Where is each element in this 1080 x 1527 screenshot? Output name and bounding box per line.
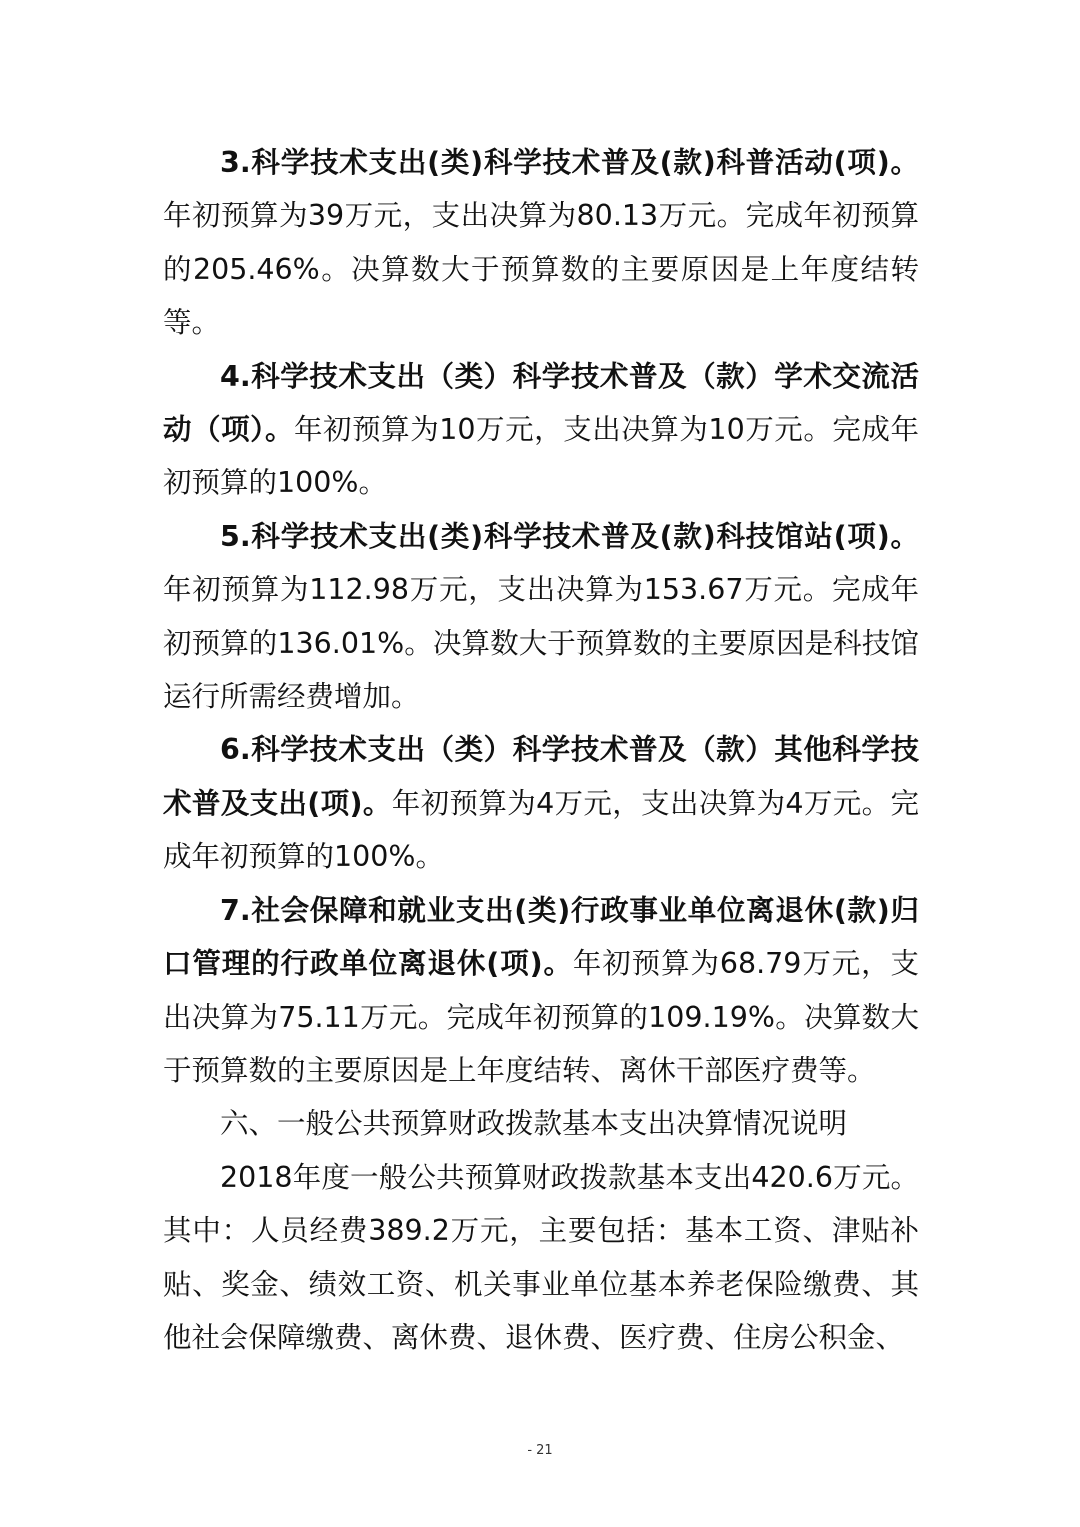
section-heading-text: 六、一般公共预算财政拨款基本支出决算情况说明 (220, 1107, 848, 1141)
paragraph-text: 2018年度一般公共预算财政拨款基本支出420.6万元。其中：人员经费389.2万元，主要包括：基本工资、津贴补贴、奖金、绩效工资、机关事业单位基本养老保险缴费、其他社会保障缴费、离休费、退休费、医疗费、住房公积金、 (163, 1160, 919, 1354)
paragraph-text: 年初预算为39万元，支出决算为80.13万元。完成年初预算的205.46%。决算数大于预算数的主要原因是上年度结转等。 (163, 199, 919, 340)
paragraph-item-6 (163, 723, 919, 883)
paragraph-basic-expenditure (163, 1151, 919, 1365)
section-heading (163, 1097, 919, 1150)
paragraph-heading: 3.科学技术支出(类)科学技术普及(款)科普活动(项)。 (220, 146, 919, 179)
paragraph-item-4 (163, 350, 919, 510)
paragraph-item-7 (163, 884, 919, 1098)
page-number: - 21 (527, 1443, 553, 1458)
paragraph-item-3 (163, 136, 919, 350)
paragraph-text: 年初预算为4万元，支出决算为4万元。完成年初预算的100%。 (163, 786, 919, 874)
paragraph-text: 年初预算为68.79万元，支出决算为75.11万元。完成年初预算的109.19%。决算数大于预算数的主要原因是上年度结转、离休干部医疗费等。 (163, 947, 920, 1087)
paragraph-heading: 6.科学技术支出（类）科学技术普及（款）其他科学技术普及支出(项)。 (163, 733, 919, 820)
paragraph-text: 年初预算为112.98万元，支出决算为153.67万元。完成年初预算的136.01%。决算数大于预算数的主要原因是科技馆运行所需经费增加。 (163, 573, 919, 714)
paragraph-heading: 7.社会保障和就业支出(类)行政事业单位离退休(款)归口管理的行政单位离退休(项)。 (163, 893, 919, 981)
paragraph-heading: 4.科学技术支出（类）科学技术普及（款）学术交流活动（项）。 (163, 359, 919, 447)
document-body (163, 136, 919, 1364)
paragraph-item-5 (163, 510, 919, 724)
paragraph-text: 年初预算为10万元，支出决算为10万元。完成年初预算的100%。 (163, 413, 919, 500)
paragraph-heading: 5.科学技术支出(类)科学技术普及(款)科技馆站(项)。 (220, 519, 919, 553)
